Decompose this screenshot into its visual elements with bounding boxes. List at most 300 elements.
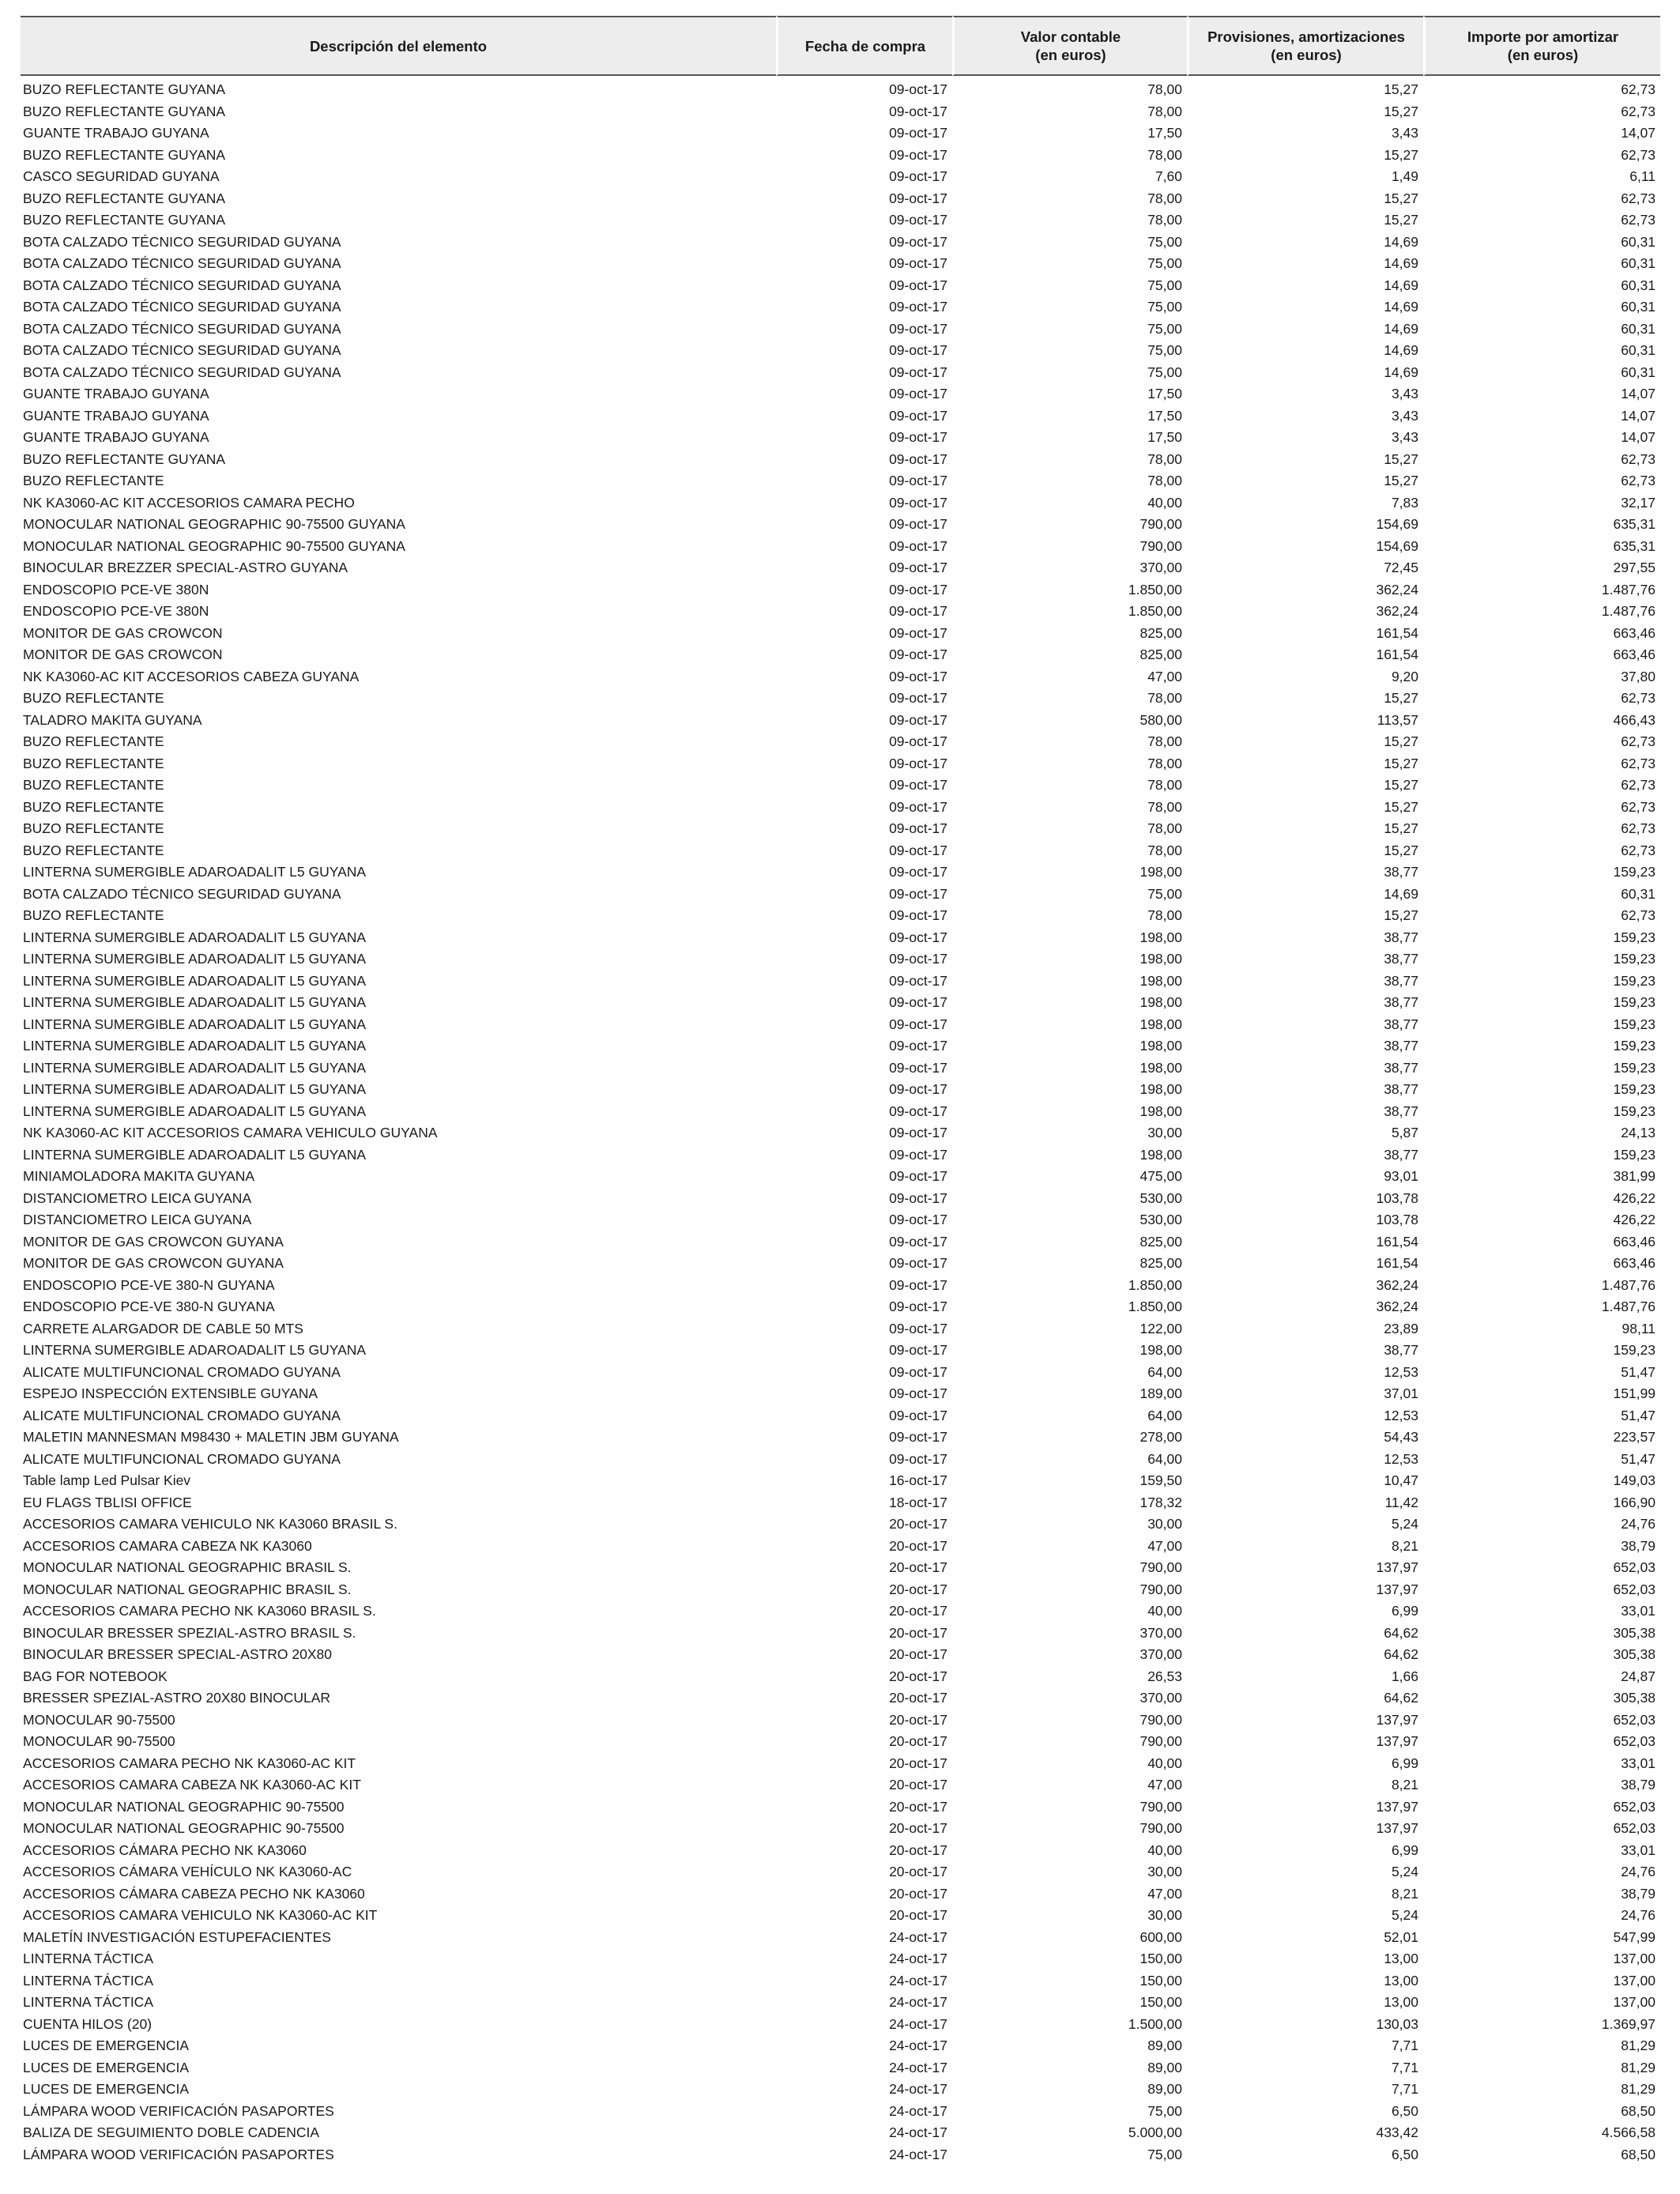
table-row	[21, 1362, 1660, 1384]
cell-purchase-date: 09-oct-17	[889, 1429, 947, 1446]
cell-description: LUCES DE EMERGENCIA	[23, 2081, 190, 2098]
cell-purchase-date: 09-oct-17	[889, 1407, 947, 1423]
cell-provisions: 13,00	[1384, 1972, 1418, 1989]
cell-provisions: 38,77	[1384, 929, 1418, 945]
cell-purchase-date: 20-oct-17	[889, 1885, 947, 1902]
cell-description: BUZO REFLECTANTE GUYANA	[23, 190, 226, 206]
cell-description: MONOCULAR NATIONAL GEOGRAPHIC BRASIL S.	[23, 1559, 352, 1576]
cell-description: LINTERNA SUMERGIBLE ADAROADALIT L5 GUYANA	[23, 929, 367, 945]
cell-remaining: 137,00	[1613, 1972, 1656, 1989]
table-row	[21, 2144, 1660, 2166]
table-row	[21, 1296, 1660, 1318]
cell-book-value: 370,00	[1139, 1624, 1182, 1641]
cell-book-value: 64,00	[1147, 1450, 1182, 1467]
cell-description: BOTA CALZADO TÉCNICO SEGURIDAD GUYANA	[23, 885, 341, 902]
cell-description: BUZO REFLECTANTE	[23, 777, 164, 794]
cell-remaining: 32,17	[1621, 494, 1656, 511]
cell-book-value: 78,00	[1147, 146, 1182, 163]
cell-remaining: 60,31	[1621, 233, 1656, 250]
cell-purchase-date: 24-oct-17	[889, 2081, 947, 2098]
cell-remaining: 652,03	[1613, 1559, 1656, 1576]
table-row	[21, 1623, 1660, 1645]
cell-description: ACCESORIOS CAMARA CABEZA NK KA3060	[23, 1537, 312, 1554]
cell-book-value: 78,00	[1147, 103, 1182, 119]
cell-description: LINTERNA SUMERGIBLE ADAROADALIT L5 GUYANA	[23, 1059, 367, 1076]
table-row	[21, 470, 1660, 492]
cell-description: ALICATE MULTIFUNCIONAL CROMADO GUYANA	[23, 1407, 341, 1423]
cell-remaining: 547,99	[1613, 1928, 1656, 1945]
cell-description: LINTERNA SUMERGIBLE ADAROADALIT L5 GUYANA	[23, 1342, 367, 1359]
cell-remaining: 62,73	[1621, 798, 1656, 815]
cell-provisions: 72,45	[1384, 560, 1418, 576]
cell-description: MONOCULAR 90-75500	[23, 1733, 175, 1750]
cell-provisions: 10,47	[1384, 1472, 1418, 1489]
table-row	[21, 1774, 1660, 1796]
cell-purchase-date: 09-oct-17	[889, 103, 947, 119]
cell-purchase-date: 24-oct-17	[889, 2038, 947, 2054]
cell-remaining: 62,73	[1621, 146, 1656, 163]
cell-purchase-date: 20-oct-17	[889, 1581, 947, 1597]
cell-book-value: 75,00	[1147, 320, 1182, 337]
cell-description: ACCESORIOS CAMARA VEHICULO NK KA3060-AC KIT	[23, 1907, 378, 1924]
table-row	[21, 275, 1660, 297]
cell-purchase-date: 09-oct-17	[889, 516, 947, 533]
cell-remaining: 33,01	[1621, 1603, 1656, 1619]
cell-purchase-date: 09-oct-17	[889, 1189, 947, 1206]
cell-description: BALIZA DE SEGUIMIENTO DOBLE CADENCIA	[23, 2124, 320, 2141]
cell-book-value: 78,00	[1147, 212, 1182, 228]
cell-purchase-date: 09-oct-17	[889, 1299, 947, 1315]
cell-description: ESPEJO INSPECCIÓN EXTENSIBLE GUYANA	[23, 1385, 318, 1402]
table-row	[21, 1796, 1660, 1819]
cell-remaining: 159,23	[1613, 1146, 1656, 1163]
cell-book-value: 78,00	[1147, 733, 1182, 750]
table-row	[21, 1600, 1660, 1623]
cell-description: MONITOR DE GAS CROWCON GUYANA	[23, 1255, 284, 1272]
cell-purchase-date: 24-oct-17	[889, 2015, 947, 2032]
cell-book-value: 198,00	[1139, 1342, 1182, 1359]
cell-book-value: 89,00	[1147, 2059, 1182, 2075]
table-row	[21, 383, 1660, 405]
table-row	[21, 710, 1660, 732]
cell-provisions: 1,49	[1391, 168, 1418, 185]
cell-remaining: 1.487,76	[1601, 581, 1656, 598]
cell-purchase-date: 09-oct-17	[889, 386, 947, 402]
table-row	[21, 948, 1660, 971]
cell-description: ALICATE MULTIFUNCIONAL CROMADO GUYANA	[23, 1450, 341, 1467]
cell-description: GUANTE TRABAJO GUYANA	[23, 386, 209, 402]
table-row	[21, 861, 1660, 884]
cell-description: LINTERNA TÁCTICA	[23, 1972, 153, 1989]
cell-provisions: 8,21	[1391, 1777, 1418, 1793]
cell-remaining: 68,50	[1621, 2146, 1656, 2162]
cell-provisions: 38,77	[1384, 994, 1418, 1011]
cell-provisions: 38,77	[1384, 951, 1418, 967]
cell-remaining: 60,31	[1621, 299, 1656, 315]
cell-purchase-date: 24-oct-17	[889, 2124, 947, 2141]
cell-purchase-date: 09-oct-17	[889, 1103, 947, 1119]
cell-description: LINTERNA SUMERGIBLE ADAROADALIT L5 GUYANA	[23, 1016, 367, 1032]
cell-purchase-date: 09-oct-17	[889, 1168, 947, 1185]
cell-provisions: 7,71	[1391, 2059, 1418, 2075]
cell-provisions: 161,54	[1376, 1233, 1418, 1250]
cell-description: MONOCULAR NATIONAL GEOGRAPHIC BRASIL S.	[23, 1581, 352, 1597]
cell-remaining: 159,23	[1613, 1016, 1656, 1032]
cell-description: ENDOSCOPIO PCE-VE 380-N GUYANA	[23, 1299, 275, 1315]
cell-remaining: 60,31	[1621, 885, 1656, 902]
cell-remaining: 159,23	[1613, 994, 1656, 1011]
cell-purchase-date: 09-oct-17	[889, 473, 947, 489]
cell-provisions: 8,21	[1391, 1885, 1418, 1902]
cell-purchase-date: 24-oct-17	[889, 1972, 947, 1989]
table-row	[21, 1427, 1660, 1449]
cell-book-value: 825,00	[1139, 1233, 1182, 1250]
cell-description: DISTANCIOMETRO LEICA GUYANA	[23, 1189, 252, 1206]
cell-purchase-date: 09-oct-17	[889, 1385, 947, 1402]
cell-book-value: 370,00	[1139, 1690, 1182, 1706]
cell-book-value: 198,00	[1139, 929, 1182, 945]
cell-description: GUANTE TRABAJO GUYANA	[23, 429, 209, 446]
cell-remaining: 305,38	[1613, 1624, 1656, 1641]
cell-book-value: 198,00	[1139, 1059, 1182, 1076]
cell-remaining: 24,13	[1621, 1125, 1656, 1141]
cell-book-value: 790,00	[1139, 537, 1182, 554]
cell-book-value: 78,00	[1147, 190, 1182, 206]
table-row	[21, 296, 1660, 319]
cell-book-value: 78,00	[1147, 755, 1182, 771]
header-book-value-line1: Valor contable	[1020, 28, 1121, 45]
cell-remaining: 159,23	[1613, 972, 1656, 989]
cell-description: ACCESORIOS CAMARA CABEZA NK KA3060-AC KIT	[23, 1777, 361, 1793]
cell-remaining: 24,76	[1621, 1516, 1656, 1532]
table-row	[21, 1818, 1660, 1840]
cell-book-value: 78,00	[1147, 907, 1182, 924]
cell-provisions: 38,77	[1384, 1038, 1418, 1054]
cell-provisions: 362,24	[1376, 581, 1418, 598]
cell-book-value: 370,00	[1139, 560, 1182, 576]
table-row	[21, 1644, 1660, 1666]
cell-description: BRESSER SPEZIAL-ASTRO 20X80 BINOCULAR	[23, 1690, 331, 1706]
cell-provisions: 5,87	[1391, 1125, 1418, 1141]
table-header	[21, 16, 1660, 76]
cell-book-value: 790,00	[1139, 1581, 1182, 1597]
cell-book-value: 178,32	[1139, 1494, 1182, 1510]
table-row	[21, 319, 1660, 341]
cell-description: LINTERNA SUMERGIBLE ADAROADALIT L5 GUYANA	[23, 972, 367, 989]
cell-remaining: 38,79	[1621, 1777, 1656, 1793]
cell-purchase-date: 09-oct-17	[889, 450, 947, 467]
cell-purchase-date: 20-oct-17	[889, 1559, 947, 1576]
cell-purchase-date: 20-oct-17	[889, 1798, 947, 1815]
header-remaining	[1423, 16, 1660, 76]
table-row	[21, 253, 1660, 275]
table-row	[21, 1492, 1660, 1514]
cell-provisions: 15,27	[1384, 842, 1418, 858]
cell-provisions: 15,27	[1384, 450, 1418, 467]
cell-purchase-date: 20-oct-17	[889, 1907, 947, 1924]
cell-purchase-date: 18-oct-17	[889, 1494, 947, 1510]
cell-description: BUZO REFLECTANTE	[23, 690, 164, 707]
table-row	[21, 1557, 1660, 1579]
cell-description: LINTERNA SUMERGIBLE ADAROADALIT L5 GUYANA	[23, 951, 367, 967]
cell-remaining: 652,03	[1613, 1581, 1656, 1597]
cell-book-value: 47,00	[1147, 1777, 1182, 1793]
cell-remaining: 51,47	[1621, 1407, 1656, 1423]
header-purchase-date: Fecha de compra	[776, 16, 952, 76]
cell-provisions: 8,21	[1391, 1537, 1418, 1554]
cell-remaining: 62,73	[1621, 212, 1656, 228]
cell-provisions: 14,69	[1384, 233, 1418, 250]
cell-description: LINTERNA SUMERGIBLE ADAROADALIT L5 GUYANA	[23, 1146, 367, 1163]
cell-provisions: 161,54	[1376, 1255, 1418, 1272]
cell-purchase-date: 09-oct-17	[889, 820, 947, 837]
table-row	[21, 1188, 1660, 1210]
cell-remaining: 62,73	[1621, 842, 1656, 858]
cell-book-value: 198,00	[1139, 1146, 1182, 1163]
cell-description: EU FLAGS TBLISI OFFICE	[23, 1494, 192, 1510]
table-row	[21, 427, 1660, 449]
cell-purchase-date: 09-oct-17	[889, 320, 947, 337]
cell-purchase-date: 09-oct-17	[889, 1125, 947, 1141]
cell-purchase-date: 09-oct-17	[889, 624, 947, 641]
table-row	[21, 2101, 1660, 2123]
cell-description: ENDOSCOPIO PCE-VE 380-N GUYANA	[23, 1276, 275, 1293]
cell-book-value: 75,00	[1147, 255, 1182, 272]
cell-remaining: 166,90	[1613, 1494, 1656, 1510]
cell-book-value: 78,00	[1147, 81, 1182, 98]
cell-description: LUCES DE EMERGENCIA	[23, 2038, 190, 2054]
cell-provisions: 52,01	[1384, 1928, 1418, 1945]
cell-provisions: 6,99	[1391, 1603, 1418, 1619]
cell-provisions: 15,27	[1384, 190, 1418, 206]
cell-remaining: 137,00	[1613, 1994, 1656, 2011]
table-row	[21, 1470, 1660, 1492]
cell-description: BUZO REFLECTANTE GUYANA	[23, 450, 226, 467]
cell-provisions: 14,69	[1384, 364, 1418, 380]
cell-book-value: 600,00	[1139, 1928, 1182, 1945]
cell-remaining: 663,46	[1613, 647, 1656, 663]
cell-purchase-date: 20-oct-17	[889, 1646, 947, 1663]
table-row	[21, 514, 1660, 536]
cell-description: LÁMPARA WOOD VERIFICACIÓN PASAPORTES	[23, 2146, 334, 2162]
cell-description: MALETIN MANNESMAN M98430 + MALETIN JBM GUYANA	[23, 1429, 399, 1446]
cell-remaining: 223,57	[1613, 1429, 1656, 1446]
cell-book-value: 30,00	[1147, 1907, 1182, 1924]
table-row	[21, 579, 1660, 601]
cell-description: LINTERNA SUMERGIBLE ADAROADALIT L5 GUYANA	[23, 864, 367, 880]
header-row	[21, 16, 1660, 76]
cell-provisions: 1,66	[1391, 1668, 1418, 1684]
cell-purchase-date: 09-oct-17	[889, 1363, 947, 1380]
cell-provisions: 154,69	[1376, 537, 1418, 554]
cell-provisions: 11,42	[1384, 1494, 1418, 1510]
cell-remaining: 62,73	[1621, 907, 1656, 924]
cell-provisions: 362,24	[1376, 1299, 1418, 1315]
cell-provisions: 37,01	[1384, 1385, 1418, 1402]
cell-purchase-date: 24-oct-17	[889, 1994, 947, 2011]
cell-provisions: 433,42	[1376, 2124, 1418, 2141]
cell-book-value: 198,00	[1139, 951, 1182, 967]
cell-description: LÁMPARA WOOD VERIFICACIÓN PASAPORTES	[23, 2102, 334, 2119]
cell-purchase-date: 20-oct-17	[889, 1603, 947, 1619]
table-row	[21, 1687, 1660, 1710]
table-row	[21, 1731, 1660, 1753]
table-row	[21, 1209, 1660, 1231]
cell-description: BUZO REFLECTANTE	[23, 798, 164, 815]
cell-provisions: 14,69	[1384, 885, 1418, 902]
table-row	[21, 1514, 1660, 1536]
header-provisions-line1: Provisiones, amortizaciones	[1207, 28, 1405, 45]
table-row	[21, 2014, 1660, 2036]
cell-remaining: 62,73	[1621, 733, 1656, 750]
cell-description: BAG FOR NOTEBOOK	[23, 1668, 168, 1684]
cell-provisions: 15,27	[1384, 755, 1418, 771]
cell-provisions: 64,62	[1384, 1624, 1418, 1641]
cell-provisions: 15,27	[1384, 798, 1418, 815]
cell-book-value: 530,00	[1139, 1212, 1182, 1228]
cell-provisions: 3,43	[1391, 386, 1418, 402]
cell-purchase-date: 09-oct-17	[889, 168, 947, 185]
cell-provisions: 12,53	[1384, 1363, 1418, 1380]
cell-description: ACCESORIOS CÁMARA PECHO NK KA3060	[23, 1842, 307, 1858]
cell-purchase-date: 09-oct-17	[889, 364, 947, 380]
cell-book-value: 75,00	[1147, 885, 1182, 902]
cell-provisions: 15,27	[1384, 473, 1418, 489]
table-row	[21, 76, 1660, 101]
cell-book-value: 150,00	[1139, 1951, 1182, 1967]
cell-provisions: 161,54	[1376, 624, 1418, 641]
table-row	[21, 145, 1660, 167]
cell-description: LINTERNA SUMERGIBLE ADAROADALIT L5 GUYANA	[23, 1081, 367, 1098]
cell-book-value: 278,00	[1139, 1429, 1182, 1446]
cell-provisions: 15,27	[1384, 777, 1418, 794]
cell-provisions: 7,71	[1391, 2038, 1418, 2054]
cell-remaining: 38,79	[1621, 1885, 1656, 1902]
cell-purchase-date: 09-oct-17	[889, 125, 947, 141]
cell-remaining: 149,03	[1613, 1472, 1656, 1489]
cell-remaining: 14,07	[1621, 125, 1656, 141]
cell-purchase-date: 09-oct-17	[889, 407, 947, 424]
cell-provisions: 15,27	[1384, 907, 1418, 924]
cell-book-value: 150,00	[1139, 1972, 1182, 1989]
cell-purchase-date: 09-oct-17	[889, 255, 947, 272]
cell-description: CASCO SEGURIDAD GUYANA	[23, 168, 220, 185]
cell-purchase-date: 09-oct-17	[889, 1059, 947, 1076]
cell-description: TALADRO MAKITA GUYANA	[23, 711, 202, 728]
table-row	[21, 1057, 1660, 1080]
header-book-value-line2: (en euros)	[1035, 47, 1106, 63]
cell-remaining: 62,73	[1621, 190, 1656, 206]
table-row	[21, 1753, 1660, 1775]
cell-remaining: 1.487,76	[1601, 1276, 1656, 1293]
cell-book-value: 1.500,00	[1128, 2015, 1182, 2032]
table-row	[21, 1122, 1660, 1144]
cell-remaining: 14,07	[1621, 429, 1656, 446]
table-row	[21, 1710, 1660, 1732]
cell-purchase-date: 20-oct-17	[889, 1842, 947, 1858]
cell-provisions: 14,69	[1384, 342, 1418, 359]
cell-book-value: 825,00	[1139, 647, 1182, 663]
table-row	[21, 536, 1660, 558]
cell-description: MONITOR DE GAS CROWCON	[23, 624, 223, 641]
cell-provisions: 362,24	[1376, 603, 1418, 620]
cell-provisions: 137,97	[1376, 1820, 1418, 1837]
table-row	[21, 927, 1660, 949]
cell-description: BOTA CALZADO TÉCNICO SEGURIDAD GUYANA	[23, 299, 341, 315]
table-row	[21, 1970, 1660, 1992]
cell-remaining: 37,80	[1621, 668, 1656, 684]
table-row	[21, 1579, 1660, 1601]
cell-remaining: 81,29	[1621, 2059, 1656, 2075]
cell-description: ACCESORIOS CÁMARA CABEZA PECHO NK KA3060	[23, 1885, 365, 1902]
cell-remaining: 663,46	[1613, 1255, 1656, 1272]
table-row	[21, 1536, 1660, 1558]
cell-provisions: 113,57	[1377, 711, 1418, 728]
cell-book-value: 47,00	[1147, 1885, 1182, 1902]
cell-provisions: 3,43	[1391, 429, 1418, 446]
cell-book-value: 75,00	[1147, 2102, 1182, 2119]
cell-description: BOTA CALZADO TÉCNICO SEGURIDAD GUYANA	[23, 277, 341, 293]
cell-purchase-date: 09-oct-17	[889, 1038, 947, 1054]
cell-remaining: 159,23	[1613, 929, 1656, 945]
cell-purchase-date: 09-oct-17	[889, 1016, 947, 1032]
cell-book-value: 30,00	[1147, 1864, 1182, 1880]
cell-book-value: 47,00	[1147, 1537, 1182, 1554]
cell-book-value: 30,00	[1147, 1516, 1182, 1532]
table-row	[21, 753, 1660, 775]
cell-book-value: 75,00	[1147, 342, 1182, 359]
cell-book-value: 78,00	[1147, 820, 1182, 837]
cell-book-value: 790,00	[1139, 1798, 1182, 1815]
table-row	[21, 2122, 1660, 2144]
cell-provisions: 7,71	[1391, 2081, 1418, 2098]
cell-description: ALICATE MULTIFUNCIONAL CROMADO GUYANA	[23, 1363, 341, 1380]
cell-provisions: 6,99	[1391, 1755, 1418, 1771]
cell-provisions: 15,27	[1384, 146, 1418, 163]
cell-remaining: 6,11	[1629, 168, 1656, 185]
cell-provisions: 38,77	[1384, 1059, 1418, 1076]
cell-book-value: 78,00	[1147, 777, 1182, 794]
cell-provisions: 15,27	[1384, 820, 1418, 837]
cell-purchase-date: 20-oct-17	[889, 1777, 947, 1793]
cell-description: BINOCULAR BRESSER SPEZIAL-ASTRO BRASIL S.	[23, 1624, 356, 1641]
cell-purchase-date: 09-oct-17	[889, 429, 947, 446]
cell-purchase-date: 09-oct-17	[889, 299, 947, 315]
cell-purchase-date: 09-oct-17	[889, 647, 947, 663]
cell-provisions: 38,77	[1384, 1103, 1418, 1119]
cell-remaining: 305,38	[1613, 1690, 1656, 1706]
table-row	[21, 2035, 1660, 2057]
cell-provisions: 5,24	[1391, 1864, 1418, 1880]
cell-purchase-date: 09-oct-17	[889, 212, 947, 228]
cell-description: BUZO REFLECTANTE	[23, 733, 164, 750]
cell-book-value: 40,00	[1147, 1755, 1182, 1771]
cell-provisions: 38,77	[1384, 1342, 1418, 1359]
cell-remaining: 297,55	[1613, 560, 1656, 576]
cell-remaining: 24,76	[1621, 1907, 1656, 1924]
cell-provisions: 103,78	[1376, 1212, 1418, 1228]
table-row	[21, 1014, 1660, 1036]
cell-provisions: 362,24	[1376, 1276, 1418, 1293]
cell-provisions: 38,77	[1384, 1016, 1418, 1032]
cell-remaining: 159,23	[1613, 1081, 1656, 1098]
cell-book-value: 790,00	[1139, 1820, 1182, 1837]
table-row	[21, 905, 1660, 927]
cell-provisions: 7,83	[1391, 494, 1418, 511]
cell-purchase-date: 09-oct-17	[889, 1450, 947, 1467]
cell-provisions: 12,53	[1384, 1450, 1418, 1467]
table-row	[21, 1101, 1660, 1123]
